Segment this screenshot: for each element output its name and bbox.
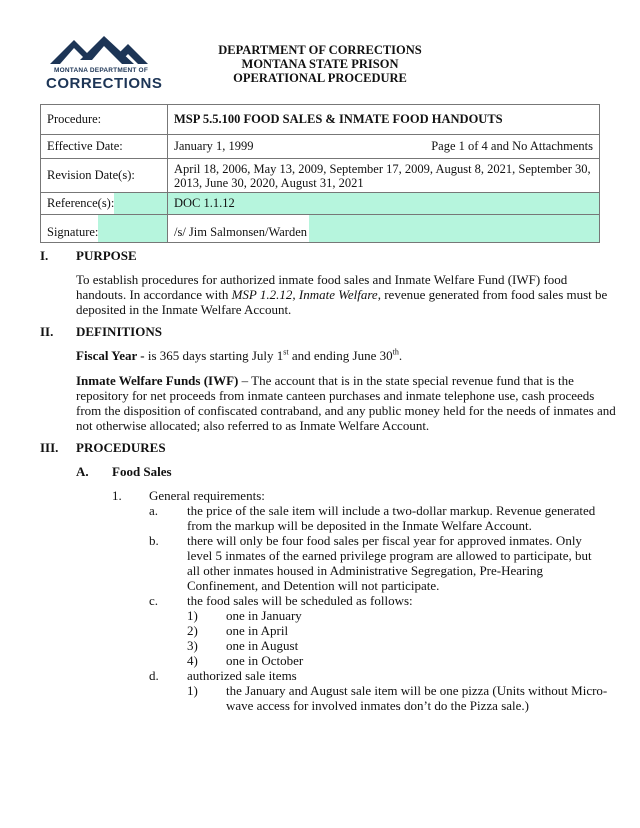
- item-1-text: General requirements:: [149, 488, 265, 503]
- item-b-line-1: there will only be four food sales per fiscal year for approved inmates. Only: [187, 533, 582, 548]
- section-a-letter: A.: [76, 464, 89, 479]
- purpose-line-1: To establish procedures for authorized inmate food sales and Inmate Welfare Fund (IWF) food: [76, 272, 568, 287]
- schedule-2-text: one in April: [226, 623, 289, 638]
- reference-cell: [41, 193, 168, 215]
- schedule-3-number: 3): [187, 638, 198, 653]
- reference-value-cell: [168, 193, 600, 215]
- msp-reference: MSP 1.2.12, Inmate Welfare: [231, 287, 378, 302]
- iwf-definition-line-4: not otherwise allocated; also referred to as Inmate Welfare Account.: [76, 418, 430, 433]
- prison-title: MONTANA STATE PRISON: [241, 57, 399, 71]
- signature-row: [41, 215, 600, 243]
- item-c-letter: c.: [149, 593, 159, 608]
- revision-value: April 18, 2006, May 13, 2009, September 17, 2009, August 8, 2021, September 30, 2013, June 30, 2020, August 31, 2021: [168, 159, 600, 193]
- item-d-line-1: authorized sale items: [187, 668, 297, 683]
- iwf-definition-line-1: Inmate Welfare Funds (IWF) – The account that is in the state special revenue fund that is the: [76, 373, 574, 388]
- schedule-2-number: 2): [187, 623, 198, 638]
- revision-label: Revision Date(s):: [41, 159, 168, 193]
- procedure-row: [41, 105, 600, 135]
- mountain-peak-left: [50, 40, 88, 64]
- reference-label: Reference(s):: [47, 196, 115, 210]
- item-c-line-1: the food sales will be scheduled as follows:: [187, 593, 413, 608]
- schedule-1-text: one in January: [226, 608, 302, 623]
- purpose-line-2: handouts. In accordance with MSP 1.2.12, Inmate Welfare, revenue generated from food sales must be: [76, 287, 608, 302]
- item-b-line-2: level 5 inmates of the earned privilege program are allowed to participate, but: [187, 548, 592, 563]
- iwf-term: Inmate Welfare Funds (IWF): [76, 373, 239, 388]
- definitions-number: II.: [40, 324, 54, 339]
- purpose-line-3: deposited in the Inmate Welfare Account.: [76, 302, 292, 317]
- item-a-line-1: the price of the sale item will include a two-dollar markup. Revenue generated: [187, 503, 596, 518]
- procedure-info-table: [40, 104, 600, 243]
- schedule-1-number: 1): [187, 608, 198, 623]
- page-info: Page 1 of 4 and No Attachments: [431, 139, 593, 153]
- item-d1-number: 1): [187, 683, 198, 698]
- procedure-label: Procedure:: [41, 105, 168, 135]
- reference-row: [41, 193, 600, 215]
- item-b-line-4: Confinement, and Detention will not participate.: [187, 578, 440, 593]
- signature-label: Signature:: [47, 225, 99, 239]
- effective-date-value: January 1, 1999: [174, 139, 254, 153]
- schedule-4-number: 4): [187, 653, 198, 668]
- iwf-definition-line-2: repository for net proceeds from inmate canteen purchases and inmate telephone use, cash proceeds: [76, 388, 595, 403]
- item-a-letter: a.: [149, 503, 159, 518]
- fiscal-year-definition: Fiscal Year - is 365 days starting July 1st and ending June 30th.: [76, 347, 403, 363]
- logo-caption-main: CORRECTIONS: [46, 75, 163, 92]
- signature-value: /s/ Jim Salmonsen/Warden: [174, 225, 308, 239]
- definitions-heading: DEFINITIONS: [76, 324, 162, 339]
- revision-row: [41, 159, 600, 193]
- fiscal-year-term: Fiscal Year -: [76, 348, 145, 363]
- item-b-letter: b.: [149, 533, 159, 548]
- item-a-line-2: from the markup will be deposited in the Inmate Welfare Account.: [187, 518, 532, 533]
- procedure-type-title: OPERATIONAL PROCEDURE: [233, 71, 407, 85]
- purpose-heading: PURPOSE: [76, 248, 137, 263]
- item-d-letter: d.: [149, 668, 159, 683]
- procedures-number: III.: [40, 440, 59, 455]
- item-b-line-3: all other inmates housed in Administrative Segregation, Pre-Hearing: [187, 563, 543, 578]
- procedure-value: MSP 5.5.100 FOOD SALES & INMATE FOOD HANDOUTS: [168, 105, 600, 135]
- iwf-definition-line-3: from the disposition of confiscated contraband, and any public money held for the needs of inmates and: [76, 403, 616, 418]
- item-1-number: 1.: [112, 488, 122, 503]
- signature-value-cell: [168, 215, 600, 243]
- logo-caption-top: MONTANA DEPARTMENT OF: [54, 67, 148, 74]
- effective-date-row: [41, 135, 600, 159]
- item-d1-line-1: the January and August sale item will be one pizza (Units without Micro-: [226, 683, 608, 698]
- department-title: DEPARTMENT OF CORRECTIONS: [218, 43, 422, 57]
- schedule-3-text: one in August: [226, 638, 299, 653]
- signature-cell: [41, 215, 168, 243]
- purpose-number: I.: [40, 248, 49, 263]
- section-a-title: Food Sales: [112, 464, 172, 479]
- schedule-4-text: one in October: [226, 653, 304, 668]
- item-d1-line-2: wave access for involved inmates don’t do the Pizza sale.): [226, 698, 529, 713]
- effective-date-cell: [168, 135, 600, 159]
- procedures-heading: PROCEDURES: [76, 440, 166, 455]
- reference-value: DOC 1.1.12: [168, 193, 599, 214]
- effective-date-label: Effective Date:: [41, 135, 168, 159]
